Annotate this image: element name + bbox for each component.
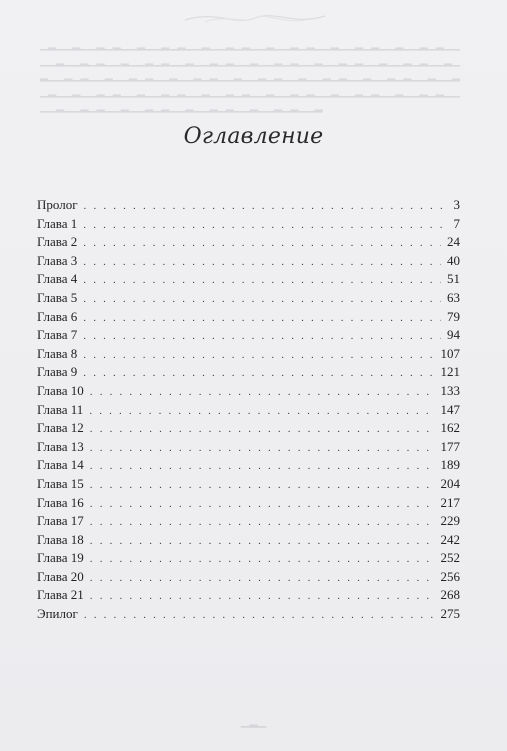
toc-entry-chapter-1 xyxy=(37,215,460,234)
toc-entry-page: 177 xyxy=(440,438,460,454)
faint-folio-mark: ▁▂▁ xyxy=(240,715,267,728)
dot-leader xyxy=(83,309,441,328)
toc-entry-chapter-17 xyxy=(37,512,460,531)
toc-entry-label: Глава 19 xyxy=(37,550,84,566)
toc-entry-chapter-11 xyxy=(37,401,460,420)
dot-leader xyxy=(90,439,435,458)
toc-entry-chapter-15 xyxy=(37,475,460,494)
toc-entry-chapter-14 xyxy=(37,456,460,475)
toc-entry-prologue xyxy=(37,196,460,215)
toc-entry-chapter-8 xyxy=(37,345,460,364)
toc-entry-label: Глава 17 xyxy=(37,513,84,529)
dot-leader xyxy=(90,383,435,402)
dot-leader xyxy=(84,197,448,216)
dot-leader xyxy=(83,234,441,253)
dot-leader xyxy=(83,346,434,365)
toc-entry-page: 229 xyxy=(440,513,460,529)
toc-entry-label: Глава 16 xyxy=(37,494,84,510)
toc-entry-label: Пролог xyxy=(37,197,78,212)
toc-entry-page: 133 xyxy=(440,382,460,398)
toc-entry-chapter-7 xyxy=(37,326,460,345)
toc-entry-label: Глава 4 xyxy=(37,271,78,287)
toc-entry-page: 51 xyxy=(447,271,460,287)
toc-entry-label: Глава 2 xyxy=(37,234,78,250)
toc-entry-chapter-2 xyxy=(37,233,460,252)
dot-leader xyxy=(83,290,441,309)
toc-entry-page: 217 xyxy=(440,494,460,510)
toc-entry-chapter-16 xyxy=(37,494,460,513)
ornament-flourish-icon xyxy=(175,8,335,28)
toc-entry-page: 7 xyxy=(453,215,460,231)
toc-entry-page: 256 xyxy=(440,568,460,584)
toc-entry-chapter-21 xyxy=(37,586,460,605)
table-of-contents xyxy=(37,196,460,624)
dot-leader xyxy=(90,569,435,588)
toc-entry-label: Глава 6 xyxy=(37,308,78,324)
toc-entry-epilogue xyxy=(37,605,460,624)
dot-leader xyxy=(90,476,435,495)
dot-leader xyxy=(90,587,435,606)
toc-entry-label: Глава 11 xyxy=(37,401,84,417)
toc-entry-chapter-4 xyxy=(37,270,460,289)
toc-entry-chapter-18 xyxy=(37,531,460,550)
toc-entry-chapter-19 xyxy=(37,549,460,568)
dot-leader xyxy=(83,271,441,290)
dot-leader xyxy=(90,495,435,514)
dot-leader xyxy=(83,364,434,383)
toc-entry-chapter-10 xyxy=(37,382,460,401)
toc-entry-chapter-13 xyxy=(37,438,460,457)
dot-leader xyxy=(83,253,441,272)
toc-entry-page: 40 xyxy=(447,252,460,268)
toc-entry-label: Глава 1 xyxy=(37,215,78,231)
toc-entry-label: Глава 12 xyxy=(37,420,84,436)
toc-entry-label: Глава 21 xyxy=(37,587,84,603)
dot-leader xyxy=(90,457,435,476)
dot-leader xyxy=(89,402,434,421)
toc-entry-page: 252 xyxy=(440,550,460,566)
toc-entry-label: Глава 14 xyxy=(37,457,84,473)
toc-entry-label: Глава 13 xyxy=(37,438,84,454)
bleed-through-text: ▁▂▁▁▂▁▁▂▁▂▁▁▂▁▁▂▁▂▁▁▂▁▁▂▁▂▁▁▂▁▁▂▁▂▁▁▂▁▁▂▁▂▁▁▂▁▁▂▁▂▁▁ ▁▁▂▁▁▂▁▂▁▁▂▁▁▂▁▂▁▁▂▁▁▂▁▂▁▁▂▁▁▂▁▂▁▁▂▁▁▂▁▂▁▁▂▁▁▂▁▂▁▁▂▁ ▂▁▁▂▁▂▁▁▂▁▁▂▁▂▁▁▂▁▁▂▁▂▁▁▂▁▁▂▁▂▁▁▂▁▁▂▁▂▁▁▂▁▁▂▁▂▁▁▂▁▁▂ ▁▂▁▁▂▁▁▂▁▂▁▁▂▁▁▂▁▂▁▁▂▁▁▂▁▂▁▁▂▁▁▂▁▂▁▁▂▁▁▂▁▂▁▁▂▁▁▂▁▂▁▁ ▁▁▂▁▁▂▁▂▁▁▂▁▁▂▁▂▁▁▂▁▁▂▁▂▁▁▂▁▁▂▁▂▁▁▂ xyxy=(40,39,460,113)
toc-entry-page: 24 xyxy=(447,234,460,250)
toc-entry-label: Глава 8 xyxy=(37,345,78,361)
toc-entry-label: Глава 15 xyxy=(37,475,84,491)
toc-entry-page: 94 xyxy=(447,327,460,343)
toc-entry-page: 147 xyxy=(440,401,460,417)
dot-leader xyxy=(90,420,435,439)
toc-entry-chapter-20 xyxy=(37,568,460,587)
toc-entry-label: Эпилог xyxy=(37,606,78,622)
toc-entry-page: 162 xyxy=(440,420,460,436)
toc-entry-label: Глава 9 xyxy=(37,364,78,380)
toc-entry-page: 268 xyxy=(440,587,460,603)
toc-entry-label: Глава 7 xyxy=(37,327,78,343)
toc-entry-page: 204 xyxy=(440,475,460,491)
page-title: Оглавление xyxy=(183,124,324,149)
toc-entry-page: 275 xyxy=(440,606,460,622)
dot-leader xyxy=(90,532,435,551)
toc-entry-chapter-3 xyxy=(37,252,460,271)
dot-leader xyxy=(83,216,447,235)
dot-leader xyxy=(84,606,435,625)
toc-entry-chapter-12 xyxy=(37,419,460,438)
dot-leader xyxy=(83,327,441,346)
toc-entry-label: Глава 20 xyxy=(37,568,84,584)
toc-entry-page: 121 xyxy=(440,364,460,380)
toc-entry-label: Глава 10 xyxy=(37,382,84,398)
toc-entry-label: Глава 3 xyxy=(37,252,78,268)
dot-leader xyxy=(90,550,435,569)
toc-entry-chapter-6 xyxy=(37,308,460,327)
toc-entry-page: 189 xyxy=(440,457,460,473)
toc-entry-page: 242 xyxy=(440,531,460,547)
toc-entry-page: 3 xyxy=(453,197,460,212)
toc-entry-label: Глава 5 xyxy=(37,289,78,305)
toc-entry-chapter-9 xyxy=(37,363,460,382)
dot-leader xyxy=(90,513,435,532)
toc-entry-page: 79 xyxy=(447,308,460,324)
toc-entry-page: 107 xyxy=(440,345,460,361)
toc-entry-label: Глава 18 xyxy=(37,531,84,547)
toc-entry-page: 63 xyxy=(447,289,460,305)
toc-entry-chapter-5 xyxy=(37,289,460,308)
